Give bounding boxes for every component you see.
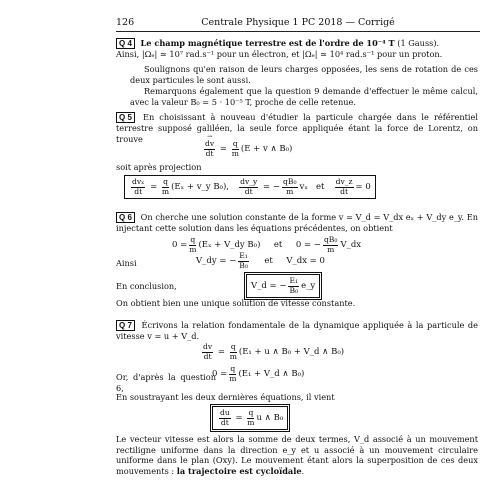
- q7-block: [116, 320, 478, 342]
- q7-equation-1: $\frac{dv}{dt}$ = $\frac{q}{m}$ (E₁ + u ∧ B₀ + V_d ∧ B₀): [203, 342, 345, 361]
- q5-tag: Q 5: [116, 112, 135, 123]
- page-number: 126: [116, 17, 135, 28]
- q5-block: [116, 112, 478, 144]
- q5-equation-1: → $\frac{dv}{dt}$ = $\frac{q}{m}$ (E + v ∧ B₀): [202, 140, 292, 158]
- q4-heading-tail: (1 Gauss).: [394, 38, 440, 48]
- q6-eq1-right-tail: V_dx: [340, 240, 362, 250]
- q6-eq1-right: 0 = −: [295, 240, 321, 250]
- q5-eq2-et: et: [316, 182, 325, 192]
- q6-eq1-left: 0 =: [172, 240, 188, 250]
- q4-note2: Remarquons également que la question 9 demande d'effectuer le même calcul, avec la valeur B₀ = 5 · 10⁻⁵ T, proche de celle retenue.: [130, 86, 478, 107]
- q7-eq3-rhs: u ∧ B₀: [256, 413, 284, 423]
- q5-eq2-c-rhs: = 0: [355, 182, 371, 192]
- running-title: Centrale Physique 1 PC 2018 — Corrigé: [201, 17, 395, 28]
- q7-final: Le vecteur vitesse est alors la somme de deux termes, V_d associé à un mouvement rectiligne uniforme dans la direction e_y et u associé à un mouvement circulaire uniforme dans le plan (Oxy). Le mouvement étant alors la superposition de ces deux mouvements : la trajectoire est cycloïdale.: [116, 434, 478, 476]
- q5-after: soit après projection: [116, 162, 202, 172]
- q7-or-text: Or, d'après la question 6,: [116, 372, 216, 393]
- q6-eq1-et: et: [273, 240, 283, 250]
- q7-sub-text: En soustrayant les deux dernières équations, il vient: [116, 392, 335, 402]
- q5-eq1-rhs: (E + v ∧ B₀): [240, 144, 293, 154]
- q4-block: [116, 38, 478, 60]
- q4-heading: Le champ magnétique terrestre est de l'ordre de 10⁻⁴ T: [140, 38, 395, 48]
- q5-eq2-b-frac: qB₀: [283, 177, 297, 186]
- q7-text: Écrivons la relation fondamentale de la dynamique appliquée à la particule de vitesse v = u + V_d.: [116, 320, 479, 341]
- q6-conclusion-label: En conclusion,: [116, 281, 177, 291]
- q7-eq2-lhs: 0 =: [212, 369, 228, 379]
- q6-tag: Q 6: [116, 212, 135, 223]
- q5-eq1-num: → dv: [204, 140, 215, 150]
- q6-block: [116, 212, 478, 234]
- q7-final-bold: la trajectoire est cycloïdale: [176, 465, 302, 476]
- q6-equation-2: V_dy = − $\frac{\text{E₁}}{\text{B₀}}$ et V_dx = 0: [196, 251, 325, 270]
- q7-eq3-num: du: [220, 408, 230, 417]
- q7-eq2-rhs: (E₁ + V_d ∧ B₀): [238, 369, 305, 379]
- q7-boxed-result: $\frac{du}{dt}$ = $\frac{q}{m}$ u ∧ B₀: [210, 404, 290, 432]
- q7-final-text: Le vecteur vitesse est alors la somme de deux termes, V_d associé à un mouvement rectiligne uniforme dans la direction e_y et u associé à un mouvement circulaire uniforme dans le plan (Oxy). Le mouvement étant alors la superposition de ces deux mouvements :: [116, 434, 478, 476]
- q6-boxed-result: V_d = − $\frac{\text{E₁}}{\text{B₀}}$ e_y: [244, 272, 322, 300]
- q7-equation-2: 0 = $\frac{q}{m}$ (E₁ + V_d ∧ B₀): [212, 364, 305, 383]
- q6-eq2-right: V_dx = 0: [286, 256, 325, 266]
- q4-line2: Ainsi, |Ωₑ| ≃ 10⁷ rad.s⁻¹ pour un électron, et |Ωₑ| ≃ 10⁴ rad.s⁻¹ pour un proton.: [116, 49, 443, 59]
- q4-tag: Q 4: [116, 38, 135, 49]
- q5-eq1-den: dt: [205, 148, 214, 158]
- q5-eq2-a-den: dt: [134, 186, 143, 196]
- q6-boxed-tail: e_y: [301, 281, 316, 291]
- q5-text: En choisissant à nouveau d'étudier la particule chargée dans le référentiel terrestre supposé galiléen, la seule force appliquée étant la force de Lorentz, on trouve: [116, 112, 478, 144]
- q7-eq1-rhs: (E₁ + u ∧ B₀ + V_d ∧ B₀): [238, 347, 345, 357]
- q6-boxed-lhs: V_d = −: [251, 281, 287, 291]
- q6-equation-1: 0 = $\frac{q}{m}$ (Eₓ + V_dy B₀) et 0 = − $\frac{\text{qB₀}}{m}$ V_dx: [172, 235, 362, 254]
- q5-eq2-a-num: dvₓ: [132, 177, 145, 186]
- q6-eq1-mid: (Eₓ + V_dy B₀): [198, 240, 261, 250]
- q5-eq1-m: m: [231, 148, 239, 158]
- q6-eq2-left: V_dy = −: [196, 256, 237, 266]
- q6-final: On obtient bien une unique solution de vitesse constante.: [116, 298, 356, 308]
- page-header: [116, 17, 480, 32]
- q6-ainsi: Ainsi: [116, 258, 137, 268]
- q6-eq2-et: et: [264, 256, 273, 266]
- q7-tag: Q 7: [116, 320, 135, 331]
- q5-eq2-a-rhs: (Eₓ + v_y B₀),: [171, 182, 229, 192]
- q5-eq2-b-num: dv_y: [240, 177, 258, 186]
- q5-eq2-b-rhs: vₓ: [299, 182, 308, 192]
- q5-equation-2: $\frac{\text{dvₓ}}{dt}$ = $\frac{q}{m}$ (Eₓ + v_y B₀), $\frac{dv\_y}{dt}$ = − $\frac{\text{qB₀}}{m}$ vₓ et $\frac{dv\_z}{dt}$ = 0: [124, 175, 376, 199]
- q4-note1: Soulignons qu'en raison de leurs charges opposées, les sens de rotation de ces deux particules le sont aussi.: [130, 64, 478, 85]
- q5-eq1-q: q: [232, 139, 238, 148]
- q5-eq2-c-num: dv_z: [335, 177, 353, 186]
- q6-text: On cherche une solution constante de la forme v = V_d = V_dx eₓ + V_dy e_y. En injectant cette solution dans les équations précédentes, on obtient: [116, 212, 478, 233]
